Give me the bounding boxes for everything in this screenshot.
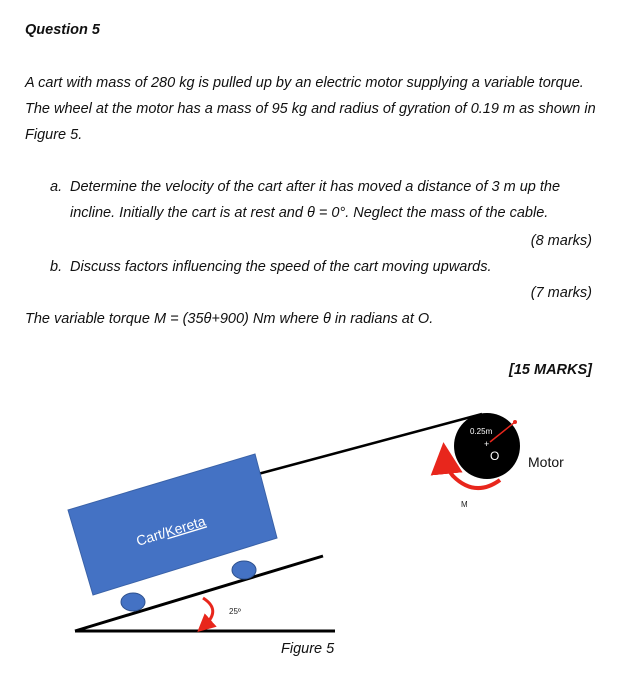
cart-wheel-front (232, 561, 256, 579)
figure-caption: Figure 5 (281, 641, 335, 657)
motor-label: Motor (528, 454, 564, 470)
part-a-marker: a. (50, 179, 63, 195)
radius-label: 0.25m (470, 427, 493, 436)
part-b-marker: b. (50, 259, 63, 275)
part-b-marks: (7 marks) (530, 285, 592, 301)
total-marks: [15 MARKS] (509, 362, 592, 378)
angle-label: 25º (229, 607, 241, 616)
question-intro: A cart with mass of 280 kg is pulled up by an electric motor supplying a variable torque. The wheel at the motor has a mass of 95 kg and radius of gyration of 0.19 m as shown in Figure 5. (25, 75, 596, 143)
center-cross-icon: + (484, 439, 490, 449)
radius-end-dot (513, 420, 517, 424)
torque-note: The variable torque M = (35θ+900) Nm where θ in radians at O. (25, 311, 434, 327)
part-a-line2: incline. Initially the cart is at rest and θ = 0°. Neglect the mass of the cable. (70, 205, 549, 221)
angle-arrow (203, 598, 213, 626)
part-a-marks: (8 marks) (530, 233, 592, 249)
center-label: O (490, 449, 500, 463)
question-title: Question 5 (25, 22, 100, 38)
part-b-text: Discuss factors influencing the speed of the cart moving upwards. (70, 259, 492, 275)
cart-label: Cart/Kereta (134, 512, 208, 549)
moment-label: M (461, 500, 468, 509)
part-a-line1: Determine the velocity of the cart after it has moved a distance of 3 m up the (70, 179, 561, 195)
cart-wheel-rear (121, 593, 145, 611)
